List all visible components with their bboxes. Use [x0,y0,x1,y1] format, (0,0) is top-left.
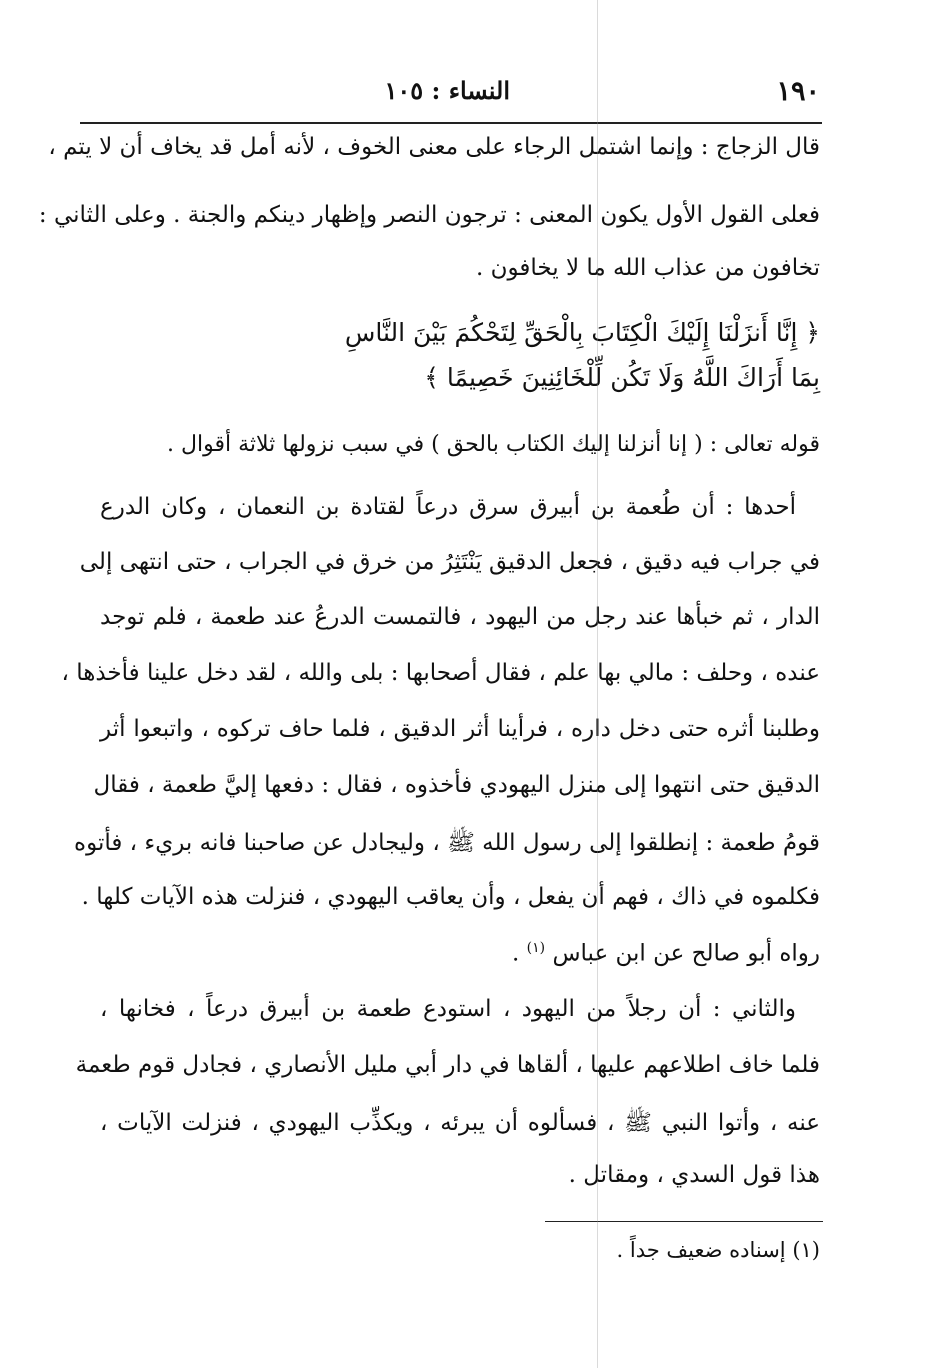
quran-verse-line-1: ﴿ إِنَّا أَنزَلْنَا إِلَيْكَ الْكِتَابَ بِالْحَقِّ لِتَحْكُمَ بَيْنَ النَّاسِ [344,318,820,347]
footnote-rule [545,1221,823,1222]
first-saying-line-4: عنده ، وحلف : مالي بها علم ، فقال أصحابها : بلى والله ، لقد دخل علينا فأخذها ، [61,660,820,686]
intro-line-2: فعلى القول الأول يكون المعنى : ترجون النصر وإظهار دينكم والجنة . وعلى الثاني : [38,202,820,228]
second-saying-line-3: عنه ، وأتوا النبي ﷺ ، فسألوه أن يبرئه ، ويكذِّب اليهودي ، فنزلت الآيات ، [100,1110,820,1136]
first-saying-line-8: فكلموه في ذاك ، فهم أن يفعل ، وأن يعاقب اليهودي ، فنزلت هذه الآيات كلها . [81,884,820,910]
first-saying-line-1: أحدها : أن طُعمة بن أبيرق سرق درعاً لقتادة بن النعمان ، وكان الدرع [100,494,796,520]
page-header [120,76,820,116]
first-saying-line-6: الدقيق حتى انتهوا إلى منزل اليهودي فأخذوه ، فقال : دفعها إليَّ طعمة ، فقال [93,772,820,798]
footnote-marker[interactable]: (١) [526,940,546,956]
header-rule [80,122,822,124]
first-saying-line-7: قومُ طعمة : إنطلقوا إلى رسول الله ﷺ ، وليجادل عن صاحبنا فانه بريء ، فأتوه [74,830,820,856]
running-title: النساء : ١٠٥ [384,76,510,105]
scan-fold-line [597,0,598,1368]
second-saying-line-1: والثاني : أن رجلاً من اليهود ، استودع طعمة بن أبيرق درعاً ، فخانها ، [100,996,796,1022]
source-period: . [512,940,520,967]
intro-line-1: قال الزجاج : وإنما اشتمل الرجاء على معنى الخوف ، لأنه أمل قد يخاف أن لا يتم ، [48,134,820,160]
second-saying-line-2: فلما خاف اطلاعهم عليها ، ألقاها في دار أبي مليل الأنصاري ، فجادل قوم طعمة [75,1052,820,1078]
intro-line-3: تخافون من عذاب الله ما لا يخافون . [476,255,820,281]
first-saying-source-line [100,940,820,967]
footnote-text: (١) إسناده ضعيف جداً . [616,1238,820,1262]
quran-verse-line-2: بِمَا أَرَاكَ اللَّهُ وَلَا تَكُن لِّلْخَائِنِينَ خَصِيمًا ﴾ [424,363,820,392]
first-saying-line-5: وطلبنا أثره حتى دخل داره ، فرأينا أثر الدقيق ، فلما حاف تركوه ، واتبعوا أثر [100,716,820,742]
second-saying-line-4: هذا قول السدي ، ومقاتل . [568,1162,820,1188]
first-saying-line-3: الدار ، ثم خبأها عند رجل من اليهود ، فالتمست الدرعُ عند طعمة ، فلم توجد [100,604,820,630]
intro-statement: قوله تعالى : ( إنا أنزلنا إليك الكتاب بالحق ) في سبب نزولها ثلاثة أقوال . [167,432,820,457]
first-saying-line-2: في جراب فيه دقيق ، فجعل الدقيق يَنْتَثِرُ من خرق في الجراب ، حتى انتهى إلى [79,549,820,575]
page-number: ١٩٠ [776,76,820,107]
first-saying-source: رواه أبو صالح عن ابن عباس [552,940,820,967]
